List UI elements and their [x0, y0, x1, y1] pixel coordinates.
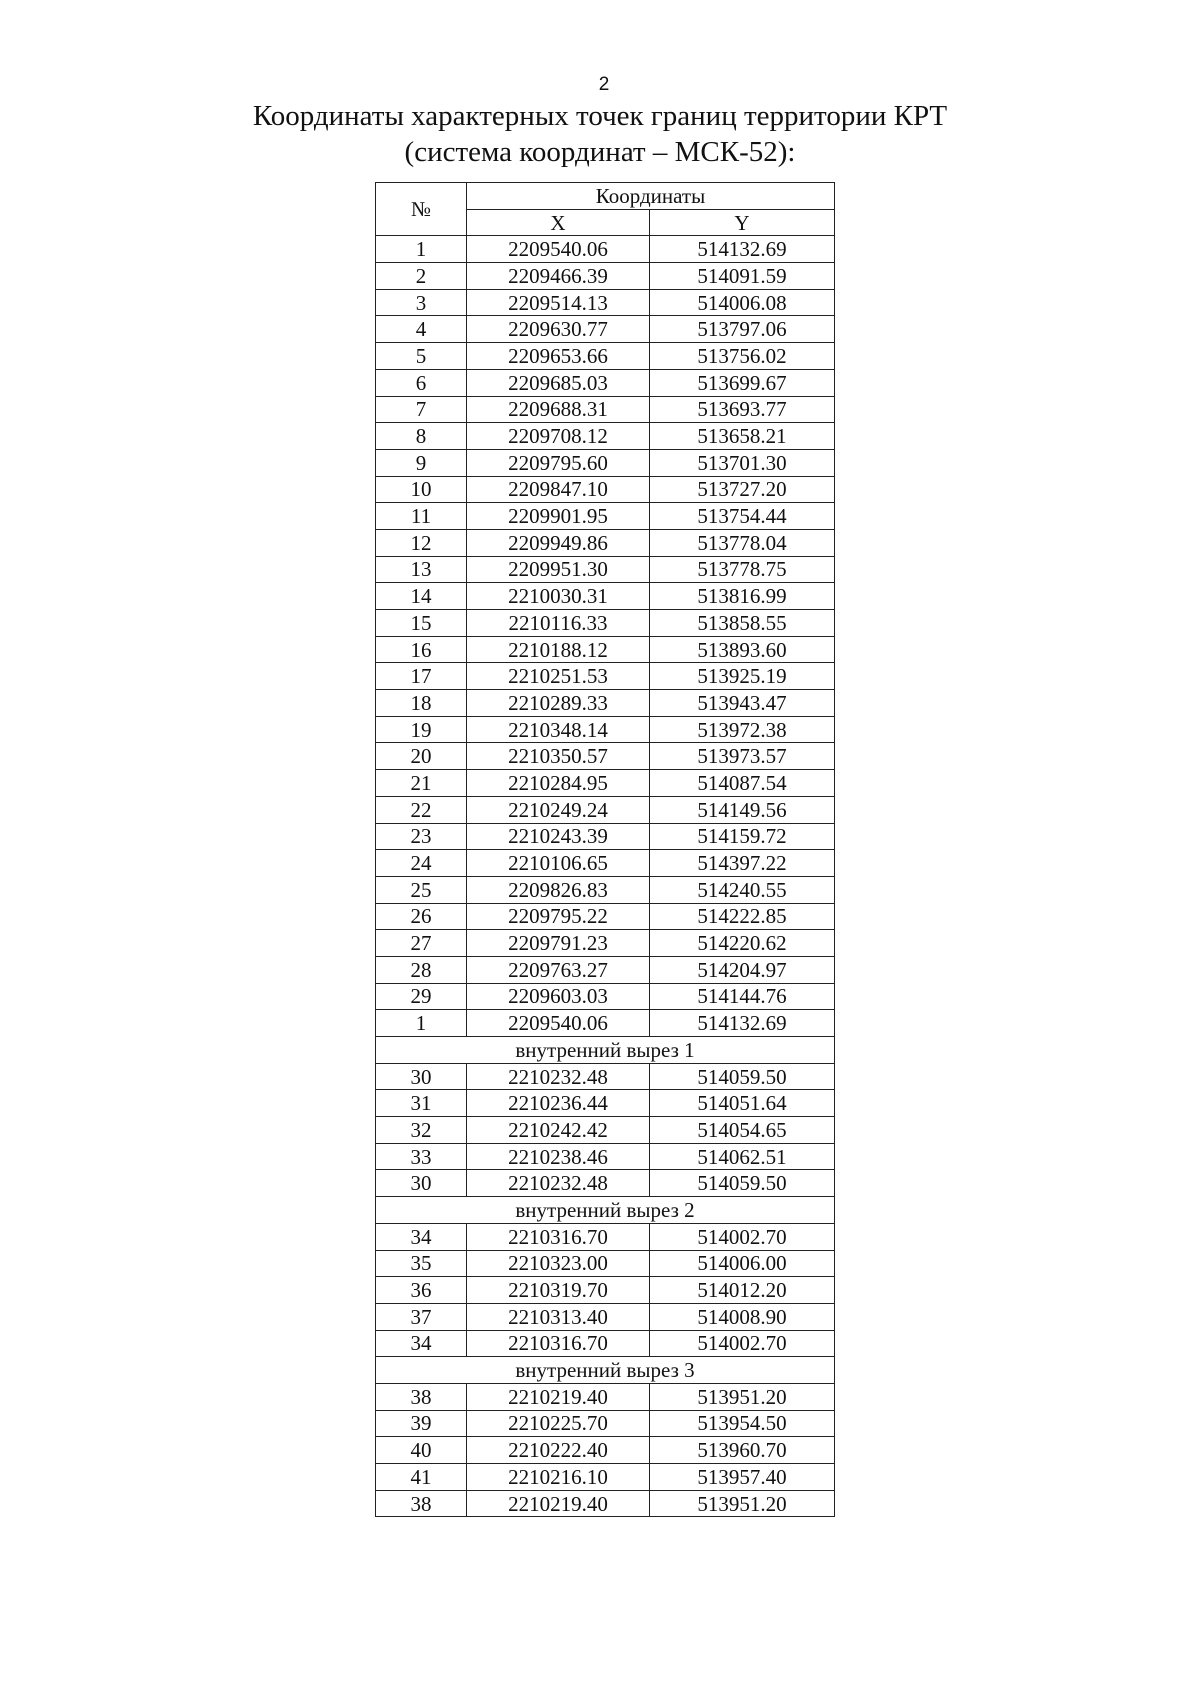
table-row: [376, 903, 835, 930]
x-coordinate-cell: 2209540.06: [467, 1010, 650, 1037]
y-coordinate-cell: 514012.20: [650, 1277, 835, 1304]
x-coordinate-cell: 2209949.86: [467, 529, 650, 556]
x-coordinate-cell: 2210284.95: [467, 770, 650, 797]
y-coordinate-cell: 513957.40: [650, 1464, 835, 1491]
y-coordinate-cell: 513972.38: [650, 716, 835, 743]
table-row: [376, 289, 835, 316]
point-number-cell: 8: [376, 423, 467, 450]
x-coordinate-cell: 2210106.65: [467, 850, 650, 877]
x-coordinate-cell: 2210116.33: [467, 610, 650, 637]
table-row: [376, 369, 835, 396]
point-number-cell: 34: [376, 1223, 467, 1250]
y-coordinate-cell: 513778.75: [650, 556, 835, 583]
point-number-cell: 38: [376, 1383, 467, 1410]
x-coordinate-cell: 2210188.12: [467, 636, 650, 663]
x-coordinate-cell: 2209653.66: [467, 343, 650, 370]
y-coordinate-cell: 514002.70: [650, 1330, 835, 1357]
section-row: [376, 1357, 835, 1384]
x-coordinate-cell: 2210222.40: [467, 1437, 650, 1464]
section-label: внутренний вырез 1: [376, 1037, 835, 1064]
x-coordinate-cell: 2209901.95: [467, 503, 650, 530]
point-number-cell: 37: [376, 1303, 467, 1330]
table-row: [376, 316, 835, 343]
section-label: внутренний вырез 3: [376, 1357, 835, 1384]
point-number-cell: 5: [376, 343, 467, 370]
point-number-cell: 18: [376, 690, 467, 717]
x-coordinate-cell: 2210251.53: [467, 663, 650, 690]
table-body: [376, 236, 835, 1517]
table-row: [376, 556, 835, 583]
x-coordinate-cell: 2210348.14: [467, 716, 650, 743]
point-number-cell: 4: [376, 316, 467, 343]
y-coordinate-cell: 513954.50: [650, 1410, 835, 1437]
y-coordinate-cell: 514006.00: [650, 1250, 835, 1277]
x-coordinate-cell: 2210216.10: [467, 1464, 650, 1491]
y-coordinate-cell: 514397.22: [650, 850, 835, 877]
coordinates-table: [375, 182, 835, 1517]
header-y: Y: [650, 209, 835, 236]
y-coordinate-cell: 513701.30: [650, 449, 835, 476]
table-row: [376, 743, 835, 770]
x-coordinate-cell: 2209514.13: [467, 289, 650, 316]
point-number-cell: 14: [376, 583, 467, 610]
point-number-cell: 2: [376, 263, 467, 290]
table-row: [376, 1303, 835, 1330]
y-coordinate-cell: 513951.20: [650, 1490, 835, 1517]
y-coordinate-cell: 513858.55: [650, 610, 835, 637]
point-number-cell: 34: [376, 1330, 467, 1357]
table-row: [376, 1410, 835, 1437]
x-coordinate-cell: 2210350.57: [467, 743, 650, 770]
table-row: [376, 690, 835, 717]
table-row: [376, 983, 835, 1010]
table-row: [376, 449, 835, 476]
point-number-cell: 30: [376, 1170, 467, 1197]
table-row: [376, 716, 835, 743]
y-coordinate-cell: 514144.76: [650, 983, 835, 1010]
x-coordinate-cell: 2209847.10: [467, 476, 650, 503]
y-coordinate-cell: 514159.72: [650, 823, 835, 850]
x-coordinate-cell: 2210313.40: [467, 1303, 650, 1330]
y-coordinate-cell: 513658.21: [650, 423, 835, 450]
point-number-cell: 30: [376, 1063, 467, 1090]
y-coordinate-cell: 514132.69: [650, 236, 835, 263]
table-row: [376, 1223, 835, 1250]
point-number-cell: 17: [376, 663, 467, 690]
x-coordinate-cell: 2209826.83: [467, 876, 650, 903]
x-coordinate-cell: 2209951.30: [467, 556, 650, 583]
y-coordinate-cell: 514132.69: [650, 1010, 835, 1037]
y-coordinate-cell: 514054.65: [650, 1117, 835, 1144]
y-coordinate-cell: 514002.70: [650, 1223, 835, 1250]
table-row: [376, 1170, 835, 1197]
table-row: [376, 956, 835, 983]
title-line-2: (система координат – МСК-52):: [404, 136, 796, 168]
y-coordinate-cell: 513973.57: [650, 743, 835, 770]
table-row: [376, 1490, 835, 1517]
x-coordinate-cell: 2210289.33: [467, 690, 650, 717]
point-number-cell: 40: [376, 1437, 467, 1464]
x-coordinate-cell: 2210219.40: [467, 1383, 650, 1410]
x-coordinate-cell: 2210242.42: [467, 1117, 650, 1144]
point-number-cell: 12: [376, 529, 467, 556]
table-row: [376, 263, 835, 290]
title-line-1: Координаты характерных точек границ территории КРТ: [252, 100, 948, 132]
y-coordinate-cell: 513756.02: [650, 343, 835, 370]
y-coordinate-cell: 514149.56: [650, 796, 835, 823]
y-coordinate-cell: 513797.06: [650, 316, 835, 343]
point-number-cell: 35: [376, 1250, 467, 1277]
table-row: [376, 396, 835, 423]
point-number-cell: 11: [376, 503, 467, 530]
table-row: [376, 663, 835, 690]
point-number-cell: 32: [376, 1117, 467, 1144]
y-coordinate-cell: 513893.60: [650, 636, 835, 663]
point-number-cell: 13: [376, 556, 467, 583]
table-row: [376, 610, 835, 637]
table-row: [376, 1063, 835, 1090]
table-row: [376, 850, 835, 877]
y-coordinate-cell: 514008.90: [650, 1303, 835, 1330]
table-row: [376, 1464, 835, 1491]
x-coordinate-cell: 2210249.24: [467, 796, 650, 823]
y-coordinate-cell: 514087.54: [650, 770, 835, 797]
y-coordinate-cell: 514051.64: [650, 1090, 835, 1117]
x-coordinate-cell: 2209708.12: [467, 423, 650, 450]
table-row: [376, 1437, 835, 1464]
y-coordinate-cell: 513943.47: [650, 690, 835, 717]
point-number-cell: 28: [376, 956, 467, 983]
point-number-cell: 29: [376, 983, 467, 1010]
x-coordinate-cell: 2209795.60: [467, 449, 650, 476]
x-coordinate-cell: 2209540.06: [467, 236, 650, 263]
y-coordinate-cell: 513727.20: [650, 476, 835, 503]
y-coordinate-cell: 514006.08: [650, 289, 835, 316]
y-coordinate-cell: 514091.59: [650, 263, 835, 290]
point-number-cell: 38: [376, 1490, 467, 1517]
point-number-cell: 16: [376, 636, 467, 663]
x-coordinate-cell: 2209630.77: [467, 316, 650, 343]
table-row: [376, 1383, 835, 1410]
table-row: [376, 1090, 835, 1117]
point-number-cell: 22: [376, 796, 467, 823]
point-number-cell: 15: [376, 610, 467, 637]
point-number-cell: 24: [376, 850, 467, 877]
table-row: [376, 343, 835, 370]
point-number-cell: 39: [376, 1410, 467, 1437]
y-coordinate-cell: 513816.99: [650, 583, 835, 610]
x-coordinate-cell: 2209795.22: [467, 903, 650, 930]
table-row: [376, 1277, 835, 1304]
table-row: [376, 236, 835, 263]
x-coordinate-cell: 2210232.48: [467, 1170, 650, 1197]
table-row: [376, 423, 835, 450]
table-row: [376, 636, 835, 663]
table-row: [376, 1330, 835, 1357]
x-coordinate-cell: 2209688.31: [467, 396, 650, 423]
point-number-cell: 7: [376, 396, 467, 423]
table-row: [376, 796, 835, 823]
x-coordinate-cell: 2210225.70: [467, 1410, 650, 1437]
x-coordinate-cell: 2209791.23: [467, 930, 650, 957]
x-coordinate-cell: 2209466.39: [467, 263, 650, 290]
header-x: X: [467, 209, 650, 236]
point-number-cell: 3: [376, 289, 467, 316]
x-coordinate-cell: 2209763.27: [467, 956, 650, 983]
section-row: [376, 1197, 835, 1224]
y-coordinate-cell: 514240.55: [650, 876, 835, 903]
table-row: [376, 1250, 835, 1277]
y-coordinate-cell: 513960.70: [650, 1437, 835, 1464]
point-number-cell: 26: [376, 903, 467, 930]
table-row: [376, 770, 835, 797]
y-coordinate-cell: 514222.85: [650, 903, 835, 930]
point-number-cell: 33: [376, 1143, 467, 1170]
table-row: [376, 823, 835, 850]
x-coordinate-cell: 2210232.48: [467, 1063, 650, 1090]
point-number-cell: 6: [376, 369, 467, 396]
y-coordinate-cell: 514059.50: [650, 1063, 835, 1090]
point-number-cell: 1: [376, 1010, 467, 1037]
point-number-cell: 9: [376, 449, 467, 476]
point-number-cell: 1: [376, 236, 467, 263]
point-number-cell: 36: [376, 1277, 467, 1304]
table-row: [376, 1117, 835, 1144]
table-row: [376, 1143, 835, 1170]
header-coordinates: Координаты: [467, 183, 835, 210]
table-row: [376, 876, 835, 903]
table-header-row: [376, 183, 835, 210]
y-coordinate-cell: 514204.97: [650, 956, 835, 983]
point-number-cell: 27: [376, 930, 467, 957]
x-coordinate-cell: 2210030.31: [467, 583, 650, 610]
point-number-cell: 21: [376, 770, 467, 797]
y-coordinate-cell: 514059.50: [650, 1170, 835, 1197]
x-coordinate-cell: 2210219.40: [467, 1490, 650, 1517]
point-number-cell: 23: [376, 823, 467, 850]
table-row: [376, 503, 835, 530]
y-coordinate-cell: 513693.77: [650, 396, 835, 423]
x-coordinate-cell: 2210323.00: [467, 1250, 650, 1277]
y-coordinate-cell: 513925.19: [650, 663, 835, 690]
point-number-cell: 41: [376, 1464, 467, 1491]
section-row: [376, 1037, 835, 1064]
x-coordinate-cell: 2210316.70: [467, 1330, 650, 1357]
x-coordinate-cell: 2210316.70: [467, 1223, 650, 1250]
table-row: [376, 529, 835, 556]
x-coordinate-cell: 2209603.03: [467, 983, 650, 1010]
point-number-cell: 31: [376, 1090, 467, 1117]
y-coordinate-cell: 513951.20: [650, 1383, 835, 1410]
point-number-cell: 19: [376, 716, 467, 743]
y-coordinate-cell: 514062.51: [650, 1143, 835, 1170]
table-row: [376, 583, 835, 610]
table-row: [376, 1010, 835, 1037]
y-coordinate-cell: 513778.04: [650, 529, 835, 556]
table-row: [376, 476, 835, 503]
point-number-cell: 20: [376, 743, 467, 770]
y-coordinate-cell: 514220.62: [650, 930, 835, 957]
point-number-cell: 25: [376, 876, 467, 903]
x-coordinate-cell: 2210243.39: [467, 823, 650, 850]
y-coordinate-cell: 513754.44: [650, 503, 835, 530]
point-number-cell: 10: [376, 476, 467, 503]
x-coordinate-cell: 2210236.44: [467, 1090, 650, 1117]
y-coordinate-cell: 513699.67: [650, 369, 835, 396]
x-coordinate-cell: 2209685.03: [467, 369, 650, 396]
x-coordinate-cell: 2210319.70: [467, 1277, 650, 1304]
page-title: [0, 98, 1200, 170]
header-number: №: [376, 183, 467, 236]
x-coordinate-cell: 2210238.46: [467, 1143, 650, 1170]
page-number: 2: [598, 74, 610, 95]
table-row: [376, 930, 835, 957]
section-label: внутренний вырез 2: [376, 1197, 835, 1224]
